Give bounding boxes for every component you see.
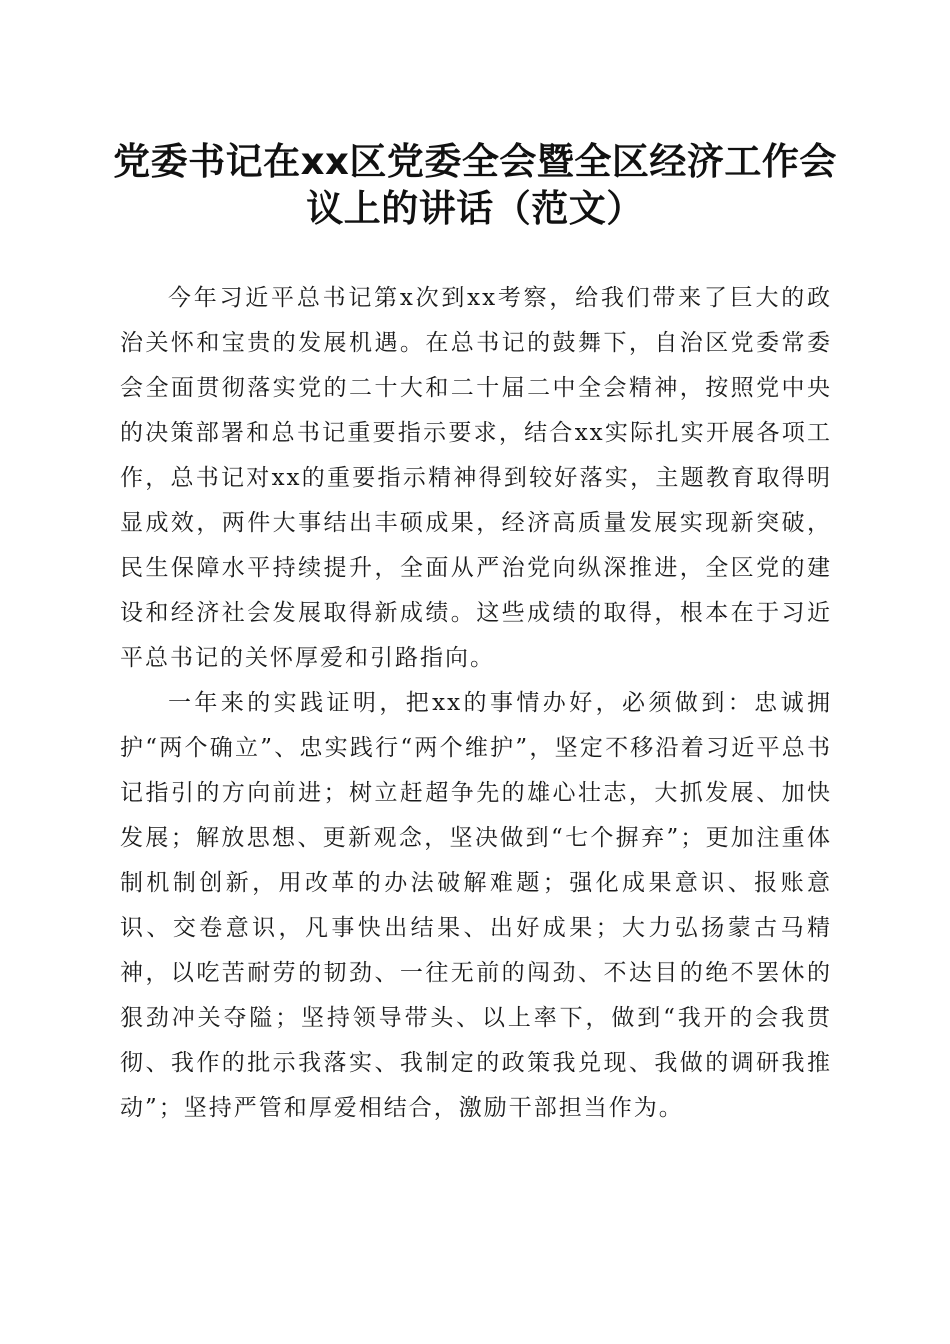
paragraph-2: 一年来的实践证明，把xx的事情办好，必须做到：忠诚拥护“两个确立”、忠实践行“两个维护”，坚定不移沿着习近平总书记指引的方向前进；树立赶超争先的雄心壮志，大抓发展、加快发展；解放思想、更新观念，坚决做到“七个摒弃”；更加注重体制机制创新，用改革的办法破解难题；强化成果意识、报账意识、交卷意识，凡事快出结果、出好成果；大力弘扬蒙古马精神，以吃苦耐劳的韧劲、一往无前的闯劲、不达目的绝不罢休的狠劲冲关夺隘；坚持领导带头、以上率下，做到“我开的会我贯彻、我作的批示我落实、我制定的政策我兑现、我做的调研我推动”；坚持严管和厚爱相结合，激励干部担当作为。 [120, 690, 832, 1121]
document-body [120, 276, 832, 1131]
document-title [100, 138, 850, 232]
title-line-2: 议上的讲话（范文） [306, 187, 644, 230]
paragraph-1: 今年习近平总书记第x次到xx考察，给我们带来了巨大的政治关怀和宝贵的发展机遇。在总书记的鼓舞下，自治区党委常委会全面贯彻落实党的二十大和二十届二中全会精神，按照党中央的决策部署和总书记重要指示要求，结合xx实际扎实开展各项工作，总书记对xx的重要指示精神得到较好落实，主题教育取得明显成效，两件大事结出丰硕成果，经济高质量发展实现新突破，民生保障水平持续提升，全面从严治党向纵深推进，全区党的建设和经济社会发展取得新成绩。这些成绩的取得，根本在于习近平总书记的关怀厚爱和引路指向。 [120, 285, 832, 671]
title-line-1: 党委书记在xx区党委全会暨全区经济工作会 [113, 140, 837, 183]
